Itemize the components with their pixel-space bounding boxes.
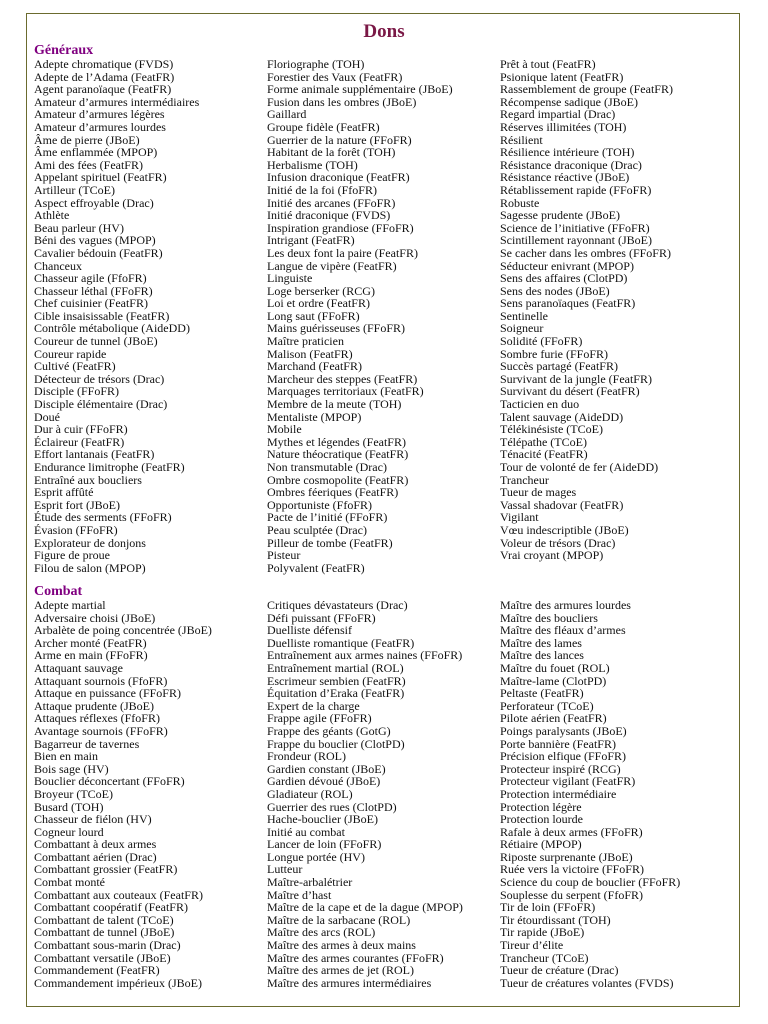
feat-item: Protection légère — [500, 799, 582, 814]
feat-item: Inspiration grandiose (FFoFR) — [267, 220, 414, 235]
section-title-combat: Combat — [34, 584, 83, 599]
feat-item: Bois sage (HV) — [34, 761, 109, 776]
feat-item: Sentinelle — [500, 308, 548, 323]
feat-item: Effort lantanais (FeatFR) — [34, 447, 155, 462]
feat-item: Peltaste (FeatFR) — [500, 686, 584, 701]
feat-item: Tireur d’élite — [500, 938, 564, 953]
feat-item: Gardien dévoué (JBoE) — [267, 774, 381, 789]
feat-item: Sombre furie (FFoFR) — [500, 346, 608, 361]
feat-item: Rétiaire (MPOP) — [500, 837, 582, 852]
feat-item: Séducteur enivrant (MPOP) — [500, 258, 634, 273]
feat-item: Loge berserker (RCG) — [267, 283, 375, 298]
feat-item: Pisteur — [267, 548, 301, 563]
feat-item: Riposte surprenante (JBoE) — [500, 849, 633, 864]
feat-column-combat-3 — [500, 599, 680, 989]
feat-item: Archer monté (FeatFR) — [34, 635, 147, 650]
feat-item: Herbalisme (TOH) — [267, 157, 358, 172]
feat-item: Fusion dans les ombres (JBoE) — [267, 94, 417, 109]
feat-item: Commandement (FeatFR) — [34, 963, 160, 978]
feat-item: Forestier des Vaux (FeatFR) — [267, 69, 403, 84]
feat-item: Gladiateur (ROL) — [267, 786, 353, 801]
feat-item: Mentaliste (MPOP) — [267, 409, 362, 424]
feat-item: Frappe du bouclier (ClotPD) — [267, 736, 405, 751]
feat-item: Guerrier de la nature (FFoFR) — [267, 132, 412, 147]
feat-item: Initié au combat — [267, 824, 345, 839]
feat-item: Évasion (FFoFR) — [34, 522, 118, 537]
feat-item: Infusion draconique (FeatFR) — [267, 170, 410, 185]
feat-item: Combattant aux couteaux (FeatFR) — [34, 887, 203, 902]
feat-item: Adversaire choisi (JBoE) — [34, 610, 156, 625]
feat-item: Chasseur de fiélon (HV) — [34, 812, 152, 827]
feat-item: Maître des lances — [500, 648, 584, 663]
feat-item: Lutteur — [267, 862, 303, 877]
feat-item: Adepte de l’Adama (FeatFR) — [34, 69, 175, 84]
feat-item: Marcheur des steppes (FeatFR) — [267, 371, 418, 386]
feat-item: Maître des arcs (ROL) — [267, 925, 376, 940]
feat-item: Protecteur vigilant (FeatFR) — [500, 774, 636, 789]
feat-item: Regard impartial (Drac) — [500, 107, 616, 122]
feat-item: Coureur de tunnel (JBoE) — [34, 334, 158, 349]
feat-item: Âme enflammée (MPOP) — [34, 145, 158, 160]
feat-item: Tacticien en duo — [500, 397, 580, 412]
feat-item: Maître des fléaux d’armes — [500, 623, 626, 638]
feat-item: Cultivé (FeatFR) — [34, 359, 116, 374]
feat-item: Se cacher dans les ombres (FFoFR) — [500, 245, 671, 260]
feat-item: Amateur d’armures intermédiaires — [34, 94, 200, 109]
feat-item: Cible insaisissable (FeatFR) — [34, 308, 170, 323]
feat-item: Télékinésiste (TCoE) — [500, 422, 603, 437]
feat-item: Mains guérisseuses (FFoFR) — [267, 321, 406, 336]
feat-item: Mobile — [267, 422, 302, 437]
feat-item: Ruée vers la victoire (FFoFR) — [500, 862, 644, 877]
feat-item: Coureur rapide — [34, 346, 107, 361]
feat-item: Scintillement rayonnant (JBoE) — [500, 233, 652, 248]
feat-item: Gardien constant (JBoE) — [267, 761, 386, 776]
feat-item: Beau parleur (HV) — [34, 220, 124, 235]
feat-item: Combattant coopératif (FeatFR) — [34, 900, 188, 915]
feat-item: Cogneur lourd — [34, 824, 104, 839]
feat-item: Résistance réactive (JBoE) — [500, 170, 630, 185]
feat-item: Entraîné aux boucliers — [34, 472, 142, 487]
feat-item: Duelliste défensif — [267, 623, 352, 638]
section-title-generaux: Généraux — [34, 43, 94, 58]
feat-item: Initié draconique (FVDS) — [267, 208, 391, 223]
feat-item: Vassal shadovar (FeatFR) — [500, 497, 624, 512]
feat-item: Aspect effroyable (Drac) — [34, 195, 154, 210]
feat-item: Figure de proue — [34, 548, 110, 563]
feat-item: Attaquant sournois (FfoFR) — [34, 673, 168, 688]
feat-item: Initié de la foi (FfoFR) — [267, 182, 377, 197]
feat-column-combat-1 — [34, 599, 212, 989]
feat-item: Attaque prudente (JBoE) — [34, 698, 154, 713]
feat-item: Filou de salon (MPOP) — [34, 560, 146, 575]
feat-item: Marquages territoriaux (FeatFR) — [267, 384, 424, 399]
feat-item: Combat monté — [34, 875, 105, 890]
feat-item: Maître d’hast — [267, 887, 332, 902]
page-title: Dons — [363, 21, 405, 42]
feat-item: Résilient — [500, 132, 543, 147]
feat-item: Chasseur agile (FfoFR) — [34, 271, 147, 286]
feat-item: Survivant du désert (FeatFR) — [500, 384, 640, 399]
feat-item: Nature théocratique (FeatFR) — [267, 447, 409, 462]
feat-item: Équitation d’Eraka (FeatFR) — [267, 686, 405, 701]
feat-item: Intrigant (FeatFR) — [267, 233, 355, 248]
feat-item: Esprit fort (JBoE) — [34, 497, 120, 512]
feat-column-generaux-1 — [34, 58, 199, 574]
feat-item: Avantage sournois (FFoFR) — [34, 723, 168, 738]
feat-item: Éclaireur (FeatFR) — [34, 434, 125, 449]
feat-item: Maître-arbalétrier — [267, 875, 353, 890]
feat-item: Doué — [34, 409, 60, 424]
feat-item: Maître praticien — [267, 334, 344, 349]
feat-item: Maître des armes courantes (FFoFR) — [267, 950, 444, 965]
feat-item: Entraînement martial (ROL) — [267, 660, 404, 675]
feat-item: Maître des armures intermédiaires — [267, 975, 432, 990]
feat-item: Busard (TOH) — [34, 799, 104, 814]
feat-item: Marchand (FeatFR) — [267, 359, 362, 374]
feat-item: Dur à cuir (FFoFR) — [34, 422, 128, 437]
feat-item: Habitant de la forêt (TOH) — [267, 145, 396, 160]
feat-item: Tueur de mages — [500, 485, 577, 500]
feat-item: Combattant aérien (Drac) — [34, 849, 157, 864]
feat-item: Groupe fidèle (FeatFR) — [267, 119, 380, 134]
feat-item: Sens des affaires (ClotPD) — [500, 271, 628, 286]
feat-item: Souplesse du serpent (FfoFR) — [500, 887, 643, 902]
feat-item: Contrôle métabolique (AideDD) — [34, 321, 190, 336]
feat-item: Esprit affûté — [34, 485, 94, 500]
feat-item: Floriographe (TOH) — [267, 57, 365, 71]
feat-item: Détecteur de trésors (Drac) — [34, 371, 165, 386]
feat-item: Critiques dévastateurs (Drac) — [267, 598, 408, 612]
feat-item: Duelliste romantique (FeatFR) — [267, 635, 415, 650]
feat-item: Pacte de l’initié (FFoFR) — [267, 510, 388, 525]
feat-item: Résilience intérieure (TOH) — [500, 145, 635, 160]
feat-item: Explorateur de donjons — [34, 535, 146, 550]
feat-item: Sagesse prudente (JBoE) — [500, 208, 620, 223]
feat-item: Forme animale supplémentaire (JBoE) — [267, 82, 453, 97]
feat-item: Ombres féeriques (FeatFR) — [267, 485, 399, 500]
feat-item: Hache-bouclier (JBoE) — [267, 812, 378, 827]
feat-item: Les deux font la paire (FeatFR) — [267, 245, 418, 260]
feat-item: Tir rapide (JBoE) — [500, 925, 585, 940]
feat-item: Combattant sous-marin (Drac) — [34, 938, 181, 953]
feat-column-generaux-2 — [267, 58, 453, 574]
feat-item: Trancheur (TCoE) — [500, 950, 589, 965]
feat-item: Disciple élémentaire (Drac) — [34, 397, 168, 412]
feat-item: Psionique latent (FeatFR) — [500, 69, 624, 84]
feat-item: Défi puissant (FFoFR) — [267, 610, 376, 625]
feat-item: Maître des armes de jet (ROL) — [267, 963, 414, 978]
feat-item: Maître des armures lourdes — [500, 598, 631, 612]
feat-item: Maître du fouet (ROL) — [500, 660, 610, 675]
feat-item: Sens des nodes (JBoE) — [500, 283, 610, 298]
feat-item: Talent sauvage (AideDD) — [500, 409, 624, 424]
feat-item: Combattant grossier (FeatFR) — [34, 862, 178, 877]
feat-column-generaux-3 — [500, 58, 673, 562]
feat-item: Expert de la charge — [267, 698, 360, 713]
feat-item: Robuste — [500, 195, 540, 210]
feat-item: Bagarreur de tavernes — [34, 736, 140, 751]
feat-item: Athlète — [34, 208, 70, 223]
feat-item: Pilote aérien (FeatFR) — [500, 711, 607, 726]
feat-item: Trancheur — [500, 472, 549, 487]
feat-item: Maître des lames — [500, 635, 582, 650]
feat-item: Commandement impérieux (JBoE) — [34, 975, 202, 990]
feat-item: Maître des boucliers — [500, 610, 598, 625]
feat-item: Frappe agile (FFoFR) — [267, 711, 372, 726]
feat-item: Initié des arcanes (FFoFR) — [267, 195, 396, 210]
feat-item: Vigilant — [500, 510, 539, 525]
feat-item: Frondeur (ROL) — [267, 749, 346, 764]
feat-item: Prêt à tout (FeatFR) — [500, 57, 596, 71]
feat-item: Attaquant sauvage — [34, 660, 123, 675]
feat-item: Vrai croyant (MPOP) — [500, 548, 604, 563]
feat-item: Tir de loin (FFoFR) — [500, 900, 596, 915]
feat-item: Maître de la sarbacane (ROL) — [267, 912, 411, 927]
feat-item: Cavalier bédouin (FeatFR) — [34, 245, 163, 260]
feat-item: Rafale à deux armes (FFoFR) — [500, 824, 643, 839]
feat-item: Appelant spirituel (FeatFR) — [34, 170, 167, 185]
feat-item: Ténacité (FeatFR) — [500, 447, 588, 462]
feat-item: Long saut (FFoFR) — [267, 308, 360, 323]
feat-item: Science de l’initiative (FFoFR) — [500, 220, 650, 235]
feat-item: Longue portée (HV) — [267, 849, 365, 864]
feat-item: Maître des armes à deux mains — [267, 938, 416, 953]
feat-item: Ombre cosmopolite (FeatFR) — [267, 472, 409, 487]
feat-item: Artilleur (TCoE) — [34, 182, 115, 197]
feat-item: Chanceux — [34, 258, 82, 273]
feat-item: Protection lourde — [500, 812, 583, 827]
feat-item: Ami des fées (FeatFR) — [34, 157, 143, 172]
feat-item: Maître-lame (ClotPD) — [500, 673, 607, 688]
feat-item: Protecteur inspiré (RCG) — [500, 761, 621, 776]
feat-item: Béni des vagues (MPOP) — [34, 233, 156, 248]
feat-item: Loi et ordre (FeatFR) — [267, 296, 370, 311]
feat-item: Combattant versatile (JBoE) — [34, 950, 171, 965]
feat-item: Rétablissement rapide (FFoFR) — [500, 182, 652, 197]
feat-column-combat-2 — [267, 599, 463, 989]
feat-item: Récompense sadique (JBoE) — [500, 94, 638, 109]
feat-item: Langue de vipère (FeatFR) — [267, 258, 397, 273]
feat-item: Endurance limitrophe (FeatFR) — [34, 460, 185, 474]
feat-item: Adepte martial — [34, 598, 106, 612]
feat-item: Guerrier des rues (ClotPD) — [267, 799, 397, 814]
feat-item: Chef cuisinier (FeatFR) — [34, 296, 148, 311]
feat-item: Porte bannière (FeatFR) — [500, 736, 616, 751]
feat-item: Réserves illimitées (TOH) — [500, 119, 627, 134]
feat-item: Bouclier déconcertant (FFoFR) — [34, 774, 185, 789]
feat-item: Tueur de créatures volantes (FVDS) — [500, 975, 674, 990]
feat-item: Arme en main (FFoFR) — [34, 648, 148, 663]
feat-item: Survivant de la jungle (FeatFR) — [500, 371, 652, 386]
feat-item: Frappe des géants (GotG) — [267, 723, 391, 738]
feat-item: Broyeur (TCoE) — [34, 786, 113, 801]
feat-item: Entraînement aux armes naines (FFoFR) — [267, 648, 463, 663]
feat-item: Non transmutable (Drac) — [267, 460, 387, 474]
feat-item: Combattant de tunnel (JBoE) — [34, 925, 175, 940]
feat-item: Disciple (FFoFR) — [34, 384, 120, 399]
feat-item: Adepte chromatique (FVDS) — [34, 57, 174, 71]
feat-item: Combattant de talent (TCoE) — [34, 912, 174, 927]
feat-item: Perforateur (TCoE) — [500, 698, 594, 713]
feat-item: Sens paranoïaques (FeatFR) — [500, 296, 636, 311]
feat-item: Résistance draconique (Drac) — [500, 157, 642, 172]
feat-item: Solidité (FFoFR) — [500, 334, 583, 349]
feat-item: Malison (FeatFR) — [267, 346, 353, 361]
feat-item: Polyvalent (FeatFR) — [267, 560, 365, 575]
feat-item: Télépathe (TCoE) — [500, 434, 587, 449]
feat-item: Combattant à deux armes — [34, 837, 157, 852]
feat-item: Amateur d’armures lourdes — [34, 119, 166, 134]
feat-item: Rassemblement de groupe (FeatFR) — [500, 82, 673, 97]
feat-item: Arbalète de poing concentrée (JBoE) — [34, 623, 212, 638]
feat-item: Poings paralysants (JBoE) — [500, 723, 627, 738]
feat-item: Escrimeur sembien (FeatFR) — [267, 673, 406, 688]
feat-item: Vœu indescriptible (JBoE) — [500, 522, 629, 537]
feat-item: Tour de volonté de fer (AideDD) — [500, 460, 659, 474]
feat-item: Voleur de trésors (Drac) — [500, 535, 616, 550]
feat-item: Gaillard — [267, 107, 307, 122]
feat-item: Attaques réflexes (FfoFR) — [34, 711, 160, 726]
feat-item: Agent paranoïaque (FeatFR) — [34, 82, 172, 97]
feat-item: Opportuniste (FfoFR) — [267, 497, 372, 512]
feat-item: Protection intermédiaire — [500, 786, 617, 801]
feat-item: Attaque en puissance (FFoFR) — [34, 686, 181, 701]
feat-item: Tir étourdissant (TOH) — [500, 912, 611, 927]
feat-item: Linguiste — [267, 271, 313, 286]
feat-item: Peau sculptée (Drac) — [267, 522, 367, 537]
feat-item: Mythes et légendes (FeatFR) — [267, 434, 406, 449]
feat-item: Chasseur léthal (FFoFR) — [34, 283, 153, 298]
feat-item: Science du coup de bouclier (FFoFR) — [500, 875, 681, 890]
feat-item: Amateur d’armures légères — [34, 107, 165, 122]
feat-item: Lancer de loin (FFoFR) — [267, 837, 382, 852]
feat-item: Précision elfique (FFoFR) — [500, 749, 626, 764]
feat-item: Étude des serments (FFoFR) — [34, 510, 172, 525]
feat-item: Maître de la cape et de la dague (MPOP) — [267, 900, 463, 915]
feat-item: Tueur de créature (Drac) — [500, 963, 619, 978]
feat-item: Âme de pierre (JBoE) — [34, 132, 140, 147]
feat-item: Membre de la meute (TOH) — [267, 397, 402, 412]
feat-item: Pilleur de tombe (FeatFR) — [267, 535, 393, 550]
feat-item: Bien en main — [34, 749, 98, 764]
feat-item: Soigneur — [500, 321, 544, 336]
feat-item: Succès partagé (FeatFR) — [500, 359, 618, 374]
